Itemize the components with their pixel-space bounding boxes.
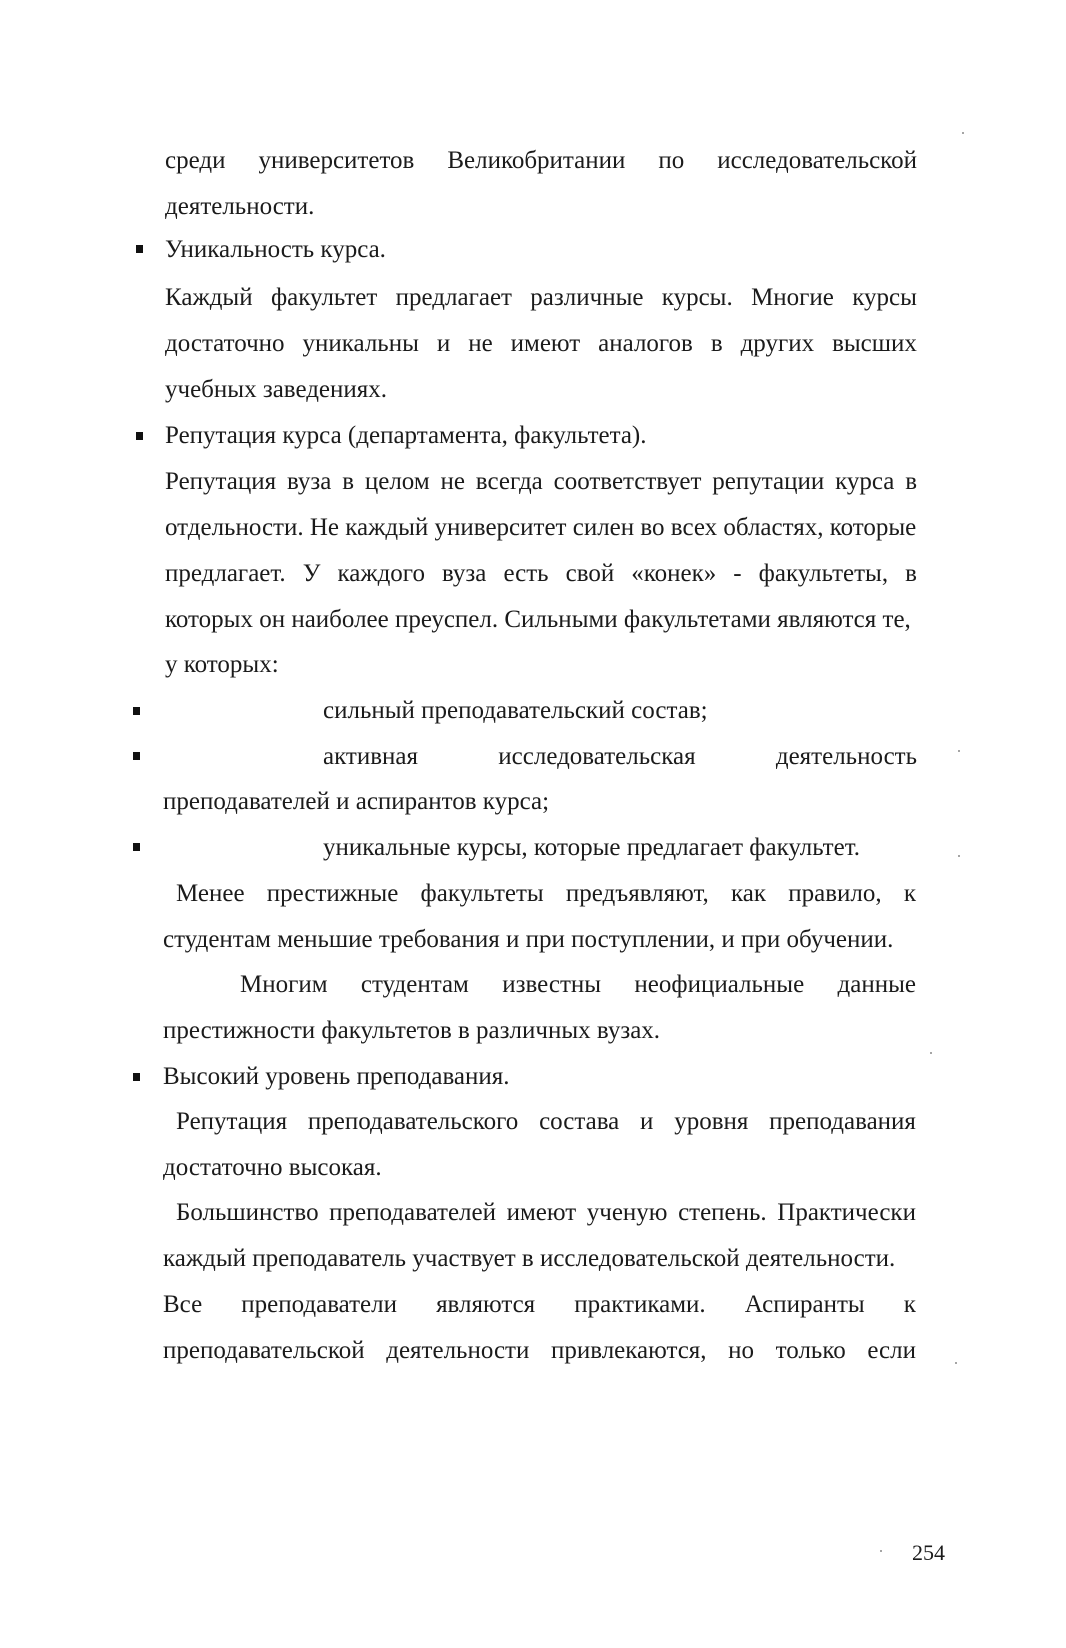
word: в bbox=[905, 468, 917, 495]
word: высших bbox=[832, 330, 917, 357]
bullet-marker bbox=[133, 843, 140, 851]
word: есть bbox=[503, 560, 549, 587]
word: преподавательской bbox=[163, 1337, 365, 1364]
word: курсы. bbox=[661, 284, 733, 311]
text-line bbox=[176, 1107, 916, 1137]
scan-speck bbox=[962, 132, 964, 134]
word: «конек» bbox=[631, 560, 717, 587]
bullet-marker bbox=[133, 752, 140, 760]
sub-list-item bbox=[323, 742, 917, 772]
word: преподавания bbox=[769, 1108, 916, 1135]
word: каждого bbox=[337, 560, 425, 587]
text-line bbox=[240, 970, 916, 1000]
word: не bbox=[468, 330, 493, 357]
text-line bbox=[165, 329, 917, 359]
word: привлекаются, bbox=[550, 1337, 707, 1364]
word: исследовательской bbox=[717, 147, 917, 174]
word: вуза bbox=[286, 468, 332, 495]
word: неофициальные bbox=[634, 971, 805, 998]
word: состава bbox=[539, 1108, 620, 1135]
text-line bbox=[176, 879, 916, 909]
word: но bbox=[728, 1337, 755, 1364]
word: предлагает. bbox=[165, 560, 286, 587]
word: и bbox=[436, 330, 451, 357]
word: курса bbox=[835, 468, 895, 495]
scan-speck bbox=[958, 855, 960, 857]
text-line: каждый преподаватель участвует в исследовательской деятельности. bbox=[163, 1245, 896, 1272]
text-line: преподавателей и аспирантов курса; bbox=[163, 788, 550, 815]
word: только bbox=[775, 1337, 846, 1364]
word: к bbox=[903, 1291, 916, 1318]
word: не bbox=[440, 468, 465, 495]
text-line: достаточно высокая. bbox=[163, 1154, 382, 1181]
scan-speck bbox=[955, 1362, 957, 1364]
word: факультет bbox=[270, 284, 378, 311]
word: Все bbox=[163, 1291, 203, 1318]
word: уровня bbox=[674, 1108, 749, 1135]
word: целом bbox=[364, 468, 430, 495]
word: аналогов bbox=[598, 330, 693, 357]
text-line: деятельности. bbox=[165, 193, 315, 220]
word: исследовательская bbox=[498, 743, 696, 770]
word: имеют bbox=[510, 330, 581, 357]
text-line bbox=[163, 1336, 916, 1366]
word: предъявляют, bbox=[565, 880, 709, 907]
list-item-heading: Уникальность курса. bbox=[165, 236, 386, 263]
text-line bbox=[165, 146, 917, 176]
word: и bbox=[640, 1108, 654, 1135]
scan-speck bbox=[880, 1550, 882, 1552]
text-line: престижности факультетов в различных вузах. bbox=[163, 1017, 661, 1044]
word: достаточно bbox=[165, 330, 285, 357]
word: правило, bbox=[788, 880, 882, 907]
word: преподаватели bbox=[241, 1291, 397, 1318]
word: - bbox=[733, 560, 742, 587]
text-line: которых он наиболее преуспел. Сильными факультетами являются те, bbox=[165, 606, 911, 633]
word: Многие bbox=[751, 284, 834, 311]
word: Аспиранты bbox=[744, 1291, 865, 1318]
page-number: 254 bbox=[912, 1540, 945, 1565]
word: свой bbox=[565, 560, 615, 587]
text-line bbox=[165, 559, 917, 589]
word: Великобритании bbox=[447, 147, 626, 174]
text-line: у которых: bbox=[165, 651, 279, 678]
word: ученую bbox=[586, 1199, 668, 1226]
sub-list-item: уникальные курсы, которые предлагает факультет. bbox=[323, 834, 860, 861]
text-line: студентам меньшие требования и при поступлении, и при обучении. bbox=[163, 926, 894, 953]
word: в bbox=[710, 330, 723, 357]
word: Практически bbox=[777, 1199, 916, 1226]
word: факультеты, bbox=[758, 560, 889, 587]
word: среди bbox=[165, 147, 226, 174]
word: Каждый bbox=[165, 284, 253, 311]
word: студентам bbox=[360, 971, 469, 998]
word: вуза bbox=[441, 560, 487, 587]
word: Большинство bbox=[176, 1199, 319, 1226]
bullet-marker bbox=[136, 432, 143, 440]
word: степень. bbox=[678, 1199, 767, 1226]
word: активная bbox=[323, 743, 418, 770]
word: если bbox=[867, 1337, 916, 1364]
bullet-marker bbox=[133, 1073, 140, 1081]
word: курсы bbox=[852, 284, 917, 311]
word: в bbox=[905, 560, 917, 587]
word: данные bbox=[837, 971, 916, 998]
text-line bbox=[176, 1198, 916, 1228]
word: Многим bbox=[240, 971, 328, 998]
word: других bbox=[740, 330, 815, 357]
word: престижные bbox=[266, 880, 399, 907]
word: практиками. bbox=[574, 1291, 706, 1318]
bullet-marker bbox=[133, 707, 140, 715]
word: Репутация bbox=[165, 468, 277, 495]
text-line bbox=[165, 467, 917, 497]
word: университетов bbox=[258, 147, 415, 174]
word: Менее bbox=[176, 880, 245, 907]
text-line bbox=[163, 1290, 916, 1320]
word: всегда bbox=[475, 468, 543, 495]
word: преподавателей bbox=[329, 1199, 497, 1226]
word: как bbox=[731, 880, 767, 907]
scan-speck bbox=[958, 750, 960, 752]
word: репутации bbox=[712, 468, 825, 495]
bullet-marker bbox=[136, 245, 143, 253]
word: являются bbox=[436, 1291, 536, 1318]
word: по bbox=[658, 147, 685, 174]
word: к bbox=[903, 880, 916, 907]
list-item-heading: Репутация курса (департамента, факультета). bbox=[165, 422, 647, 449]
text-line: отдельности. Не каждый университет силен во всех областях, которые bbox=[165, 514, 917, 541]
word: деятельности bbox=[386, 1337, 530, 1364]
list-item-heading: Высокий уровень преподавания. bbox=[163, 1063, 510, 1090]
text-line bbox=[165, 283, 917, 313]
word: уникальны bbox=[302, 330, 419, 357]
word: факультеты bbox=[420, 880, 544, 907]
word: известны bbox=[502, 971, 602, 998]
word: в bbox=[342, 468, 355, 495]
word: соответствует bbox=[553, 468, 702, 495]
word: У bbox=[302, 560, 321, 587]
word: преподавательского bbox=[307, 1108, 519, 1135]
word: различные bbox=[530, 284, 644, 311]
word: Репутация bbox=[176, 1108, 288, 1135]
text-line: учебных заведениях. bbox=[165, 376, 388, 403]
word: имеют bbox=[506, 1199, 577, 1226]
sub-list-item: сильный преподавательский состав; bbox=[323, 697, 708, 724]
scan-speck bbox=[930, 1052, 932, 1054]
word: деятельность bbox=[775, 743, 917, 770]
word: предлагает bbox=[395, 284, 512, 311]
